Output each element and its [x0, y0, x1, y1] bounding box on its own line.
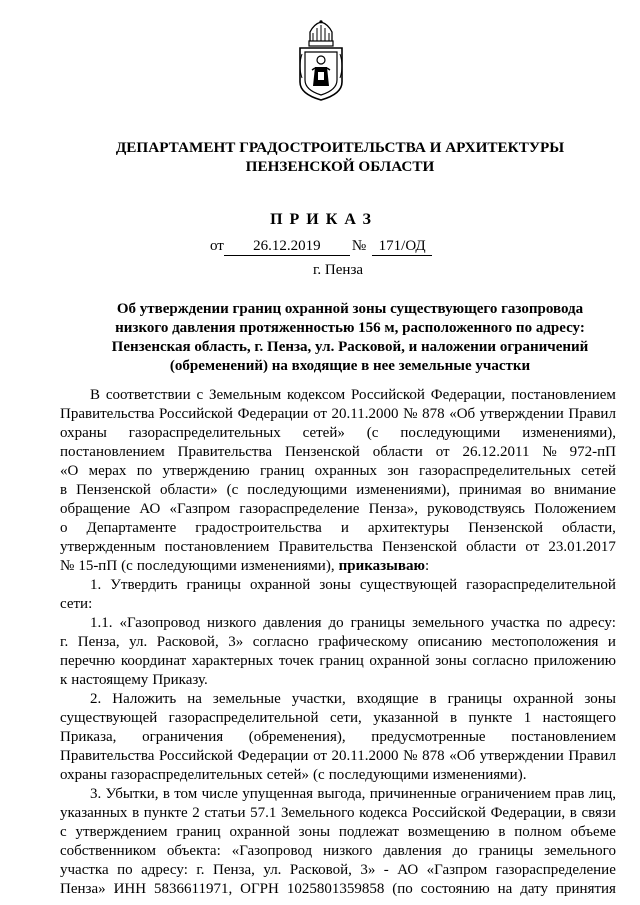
body-line: существующей газораспределительной сети, указанной в пункте 1 настоящего [60, 710, 616, 726]
body-line: 3. Убытки, в том числе упущенная выгода, причиненные ограничением прав лиц, [90, 786, 616, 802]
body-line: обращение АО «Газпром газораспределение Пенза», руководствуясь Положением [60, 501, 616, 517]
body-line: охраны газораспределительных сетей» (с последующими изменениями). [60, 767, 527, 783]
body-line: Приказа, ограничения (обременения), предусмотренные постановлением [60, 729, 616, 745]
body-line: перечню координат характерных точек границ охранной зоны согласно приложению [60, 653, 616, 669]
body-line: в Пензенской области» (с последующими изменениями), принимая во внимание [60, 482, 616, 498]
city-name: г. Пенза [312, 262, 364, 278]
order-verb: приказываю [338, 558, 425, 574]
body-line: «О мерах по утверждению границ охранных зон газораспределительных сетей [60, 463, 616, 479]
body-line: 2. Наложить на земельные участки, входящие в границы охранной зоны [90, 691, 616, 707]
body-line: В соответствии с Земельным кодексом Российской Федерации, постановлением [90, 387, 616, 403]
body-line: Правительства Российской Федерации от 20.11.2000 № 878 «Об утверждении Правил [60, 748, 616, 764]
department-line: ПЕНЗЕНСКОЙ ОБЛАСТИ [245, 158, 435, 175]
coat-of-arms-emblem [296, 20, 346, 102]
body-line: Пенза» ИНН 5836611971, ОГРН 1025801359858 (по состоянию на дату принятия [60, 881, 616, 897]
body-line: охраны газораспределительных сетей» (с последующими изменениями), [60, 425, 616, 441]
department-line: ДЕПАРТАМЕНТ ГРАДОСТРОИТЕЛЬСТВА И АРХИТЕКТУРЫ [115, 139, 565, 156]
order-number: 171/ОД [372, 238, 432, 256]
body-line: 1.1. «Газопровод низкого давления до границы земельного участка по адресу: [90, 615, 616, 631]
department-name [60, 138, 620, 176]
title-line: (обременений) на входящие в нее земельные участки [169, 358, 531, 374]
body-line: указанных в пункте 2 статьи 57.1 Земельного кодекса Российской Федерации, в связи [60, 805, 616, 821]
body-line: участка по адресу: г. Пенза, ул. Расковой, 3» - АО «Газпром газораспределение [60, 862, 616, 878]
title-line: низкого давления протяженностью 156 м, расположенного по адресу: [115, 320, 585, 336]
number-prefix: № [351, 238, 367, 254]
body-line: 1. Утвердить границы охранной зоны существующей газораспределительной [90, 577, 616, 593]
document-body [60, 386, 616, 899]
body-line: к настоящему Приказу. [60, 672, 208, 688]
date-prefix: от [210, 238, 224, 254]
title-line: Об утверждении границ охранной зоны существующего газопровода [116, 301, 584, 317]
body-line: г. Пенза, ул. Расковой, 3» согласно графическому описанию местоположения и [60, 634, 616, 650]
body-line: о Департаменте градостроительства и архитектуры Пензенской области, [60, 520, 616, 536]
order-date: 26.12.2019 [224, 238, 350, 256]
body-line: утвержденным постановлением Правительства Пензенской области от 23.01.2017 [60, 539, 616, 555]
body-line: № 15-пП (с последующими изменениями), приказываю : [60, 558, 430, 574]
document-title [60, 300, 640, 376]
body-line: Правительства Российской Федерации от 20.11.2000 № 878 «Об утверждении Правил [60, 406, 616, 422]
body-line: постановлением Правительства Пензенской области от 26.12.2011 № 972-пП [60, 444, 616, 460]
title-line: Пензенская область, г. Пенза, ул. Расковой, и наложении ограничений [111, 339, 589, 355]
document-type-heading: ПРИКАЗ [270, 211, 378, 228]
body-line: сети: [60, 596, 93, 612]
body-line: с утверждением границ охранной зоны подлежат возмещению в полном объеме [60, 824, 616, 840]
date-number-line [210, 238, 432, 256]
body-line: собственником объекта: «Газопровод низкого давления до границы земельного [60, 843, 616, 859]
